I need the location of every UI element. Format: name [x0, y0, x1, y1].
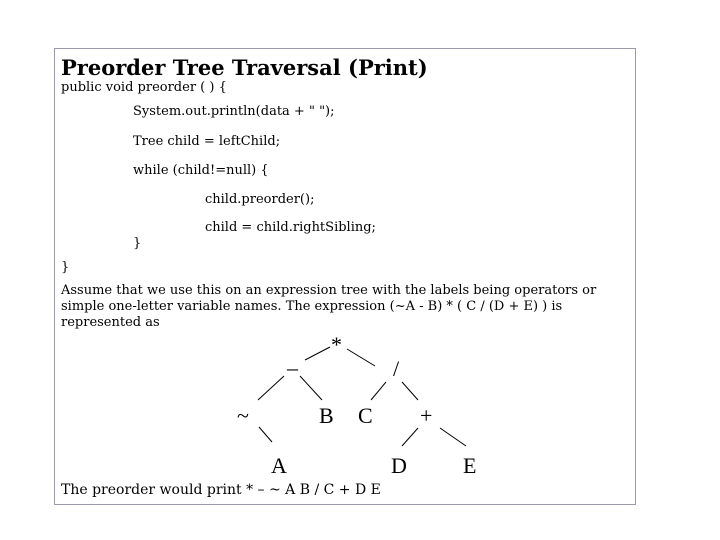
code-line-4: while (child!=null) { [133, 163, 269, 178]
tree-node-tilde: ~ [237, 403, 249, 428]
code-line-1: public void preorder ( ) { [61, 80, 227, 95]
edge-plus-d [402, 428, 418, 446]
edge-minus-tilde [258, 376, 284, 400]
tree-node-a: A [271, 453, 287, 478]
code-line-2: System.out.println(data + " "); [133, 104, 335, 119]
code-line-7: } [133, 236, 142, 251]
edge-plus-e [440, 428, 466, 446]
code-line-3: Tree child = leftChild; [133, 134, 281, 149]
code-line-6: child = child.rightSibling; [205, 220, 376, 235]
tree-node-e: E [463, 453, 477, 478]
edge-divide-c [371, 382, 386, 400]
edge-root-minus [305, 347, 330, 360]
tree-node-c: C [358, 403, 373, 428]
edge-root-divide [347, 349, 375, 366]
code-line-8: } [61, 260, 70, 275]
tree-node-root: * [331, 332, 342, 357]
tree-node-divide: / [393, 356, 400, 381]
tree-node-b: B [319, 403, 334, 428]
edge-minus-b [300, 376, 322, 400]
edge-divide-plus [402, 382, 418, 400]
tree-node-d: D [391, 453, 407, 478]
tree-node-minus: – [287, 355, 298, 380]
slide-title: Preorder Tree Traversal (Print) [61, 55, 428, 80]
description-paragraph: Assume that we use this on an expression tree with the labels being operators or simple one-letter variable names. The expression (~A - B) * ( C / (D + E) ) is represented as [61, 283, 597, 330]
edge-tilde-a [259, 427, 272, 442]
footer-text: The preorder would print * – ~ A B / C + D E [61, 482, 381, 498]
tree-node-plus: + [420, 403, 433, 428]
code-line-5: child.preorder(); [205, 192, 315, 207]
